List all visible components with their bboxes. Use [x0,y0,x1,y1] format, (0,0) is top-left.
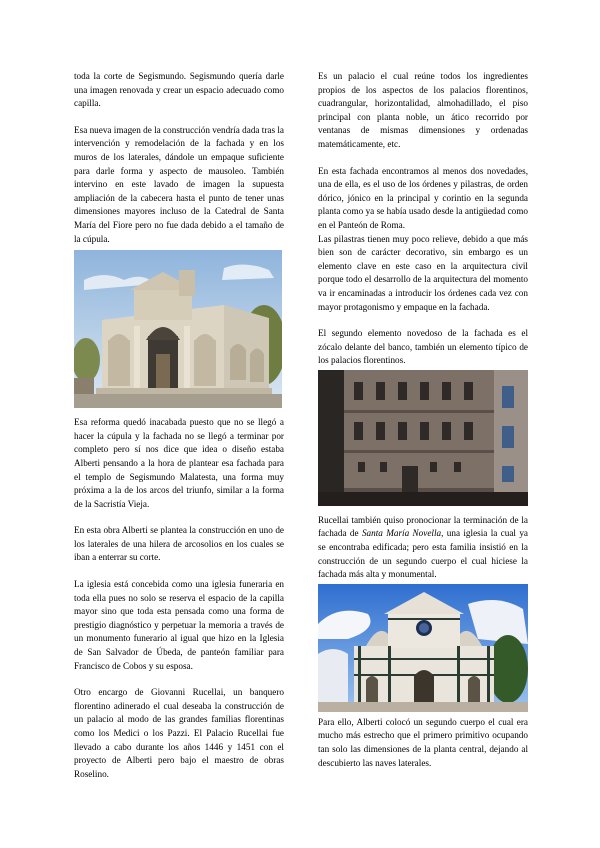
palazzo-rucellai-photo [318,370,528,506]
paragraph: En esta fachada encontramos al menos dos novedades, una de ella, es el uso de los órdenes y pilastras, de orden dórico, jónico en la principal y corintio en la segunda planta como ya se había usado desde la antigüedad como en el Panteón de Roma. [318,165,528,230]
left-column [74,70,284,794]
paragraph: En esta obra Alberti se plantea la construcción en uno de los laterales de una hilera de arcosolios en los cuales se iban a enterrar su corte. [74,525,284,563]
text-run: Rucellai también quiso pronocionar la terminación de la fachada de [318,514,528,539]
paragraph: toda la corte de Segismundo. Segismundo quería darle una imagen renovada y crear un espacio adecuado como capilla. [74,71,284,109]
text-run: , una iglesia la cual ya se encontraba edificada; pero esta familia insistió en la construcción de un segundo cuerpo el cual hiciese la fachada más alta y monumental. [318,528,528,580]
paragraph: Esa nueva imagen de la construcción vendría dada tras la intervención y remodelación de la fachada y en los muros de los laterales, dándole un empaque suficiente para darle forma y aspecto de mausoleo. También intervino en este lavado de imagen la supuesta ampliación de la cabecera hasta el punto de tener unas dimensiones mayores incluso de la Catedral de Santa María del Fiore pero no fue dada debido a el tamaño de la cúpula. [74,124,284,244]
santa-maria-novella-photo [318,584,528,712]
paragraph: La iglesia está concebida como una iglesia funeraria en toda ella pues no solo se reserva el espacio de la capilla mayor sino que toda esta pensada como una forma de prestigio diagnóstico y perpetuar la memoria a través de un monumento funerario al igual que hizo en la Iglesia de San Salvador de Úbeda, de panteón familiar para Francisco de Cobos y su esposa. [74,579,284,671]
right-column [318,70,528,783]
paragraph: El segundo elemento novedoso de la fachada es el zócalo delante del banco, también un elemento típico de los palacios florentinos. [318,328,528,366]
paragraph: Para ello, Alberti colocó un segundo cuerpo el cual era mucho más estrecho que el primero primitivo ocupando tan solo las dimensiones de la planta central, dejando al descubierto las naves laterales. [318,716,528,768]
paragraph: Las pilastras tienen muy poco relieve, debido a que más bien son de carácter decorativo, sin embargo es un elemento clave en este caso en la arquitectura civil porque todo el desarrollo de la arquitectura del momento va ir encaminadas a introducir los órdenes cada vez con mayor protagonismo y empaque en la fachada. [318,233,528,312]
paragraph: Otro encargo de Giovanni Rucellai, un banquero florentino adinerado el cual deseaba la construcción de un palacio al modo de las grandes familias florentinas como los Medici o los Pazzi. El Palacio Rucellai fue llevado a cabo durante los años 1446 y 1451 con el proyecto de Alberti pero bajo el maestro de obras Roselino. [74,687,284,779]
italic-church-name: Santa María Novella [361,528,442,539]
paragraph [318,514,528,582]
paragraph: Es un palacio el cual reúne todos los ingredientes propios de los aspectos de los palacios florentinos, cuadrangular, horizontalidad, almohadillado, el piso principal con planta noble, un ático recorrido por ventanas de mismas dimensiones y ordenadas matemáticamente, etc. [318,71,528,149]
paragraph: Esa reforma quedó inacabada puesto que no se llegó a hacer la cúpula y la fachada no se llegó a terminar por completo pero sí nos dice que idea o diseño estaba Alberti pensando a la hora de plantear esa fachada para el templo de Segismundo Malatesta, una forma muy próxima a la de los arcos del triunfo, similar a la forma de la Sacristía Vieja. [74,417,284,509]
tempio-malatestiano-photo [74,250,282,408]
